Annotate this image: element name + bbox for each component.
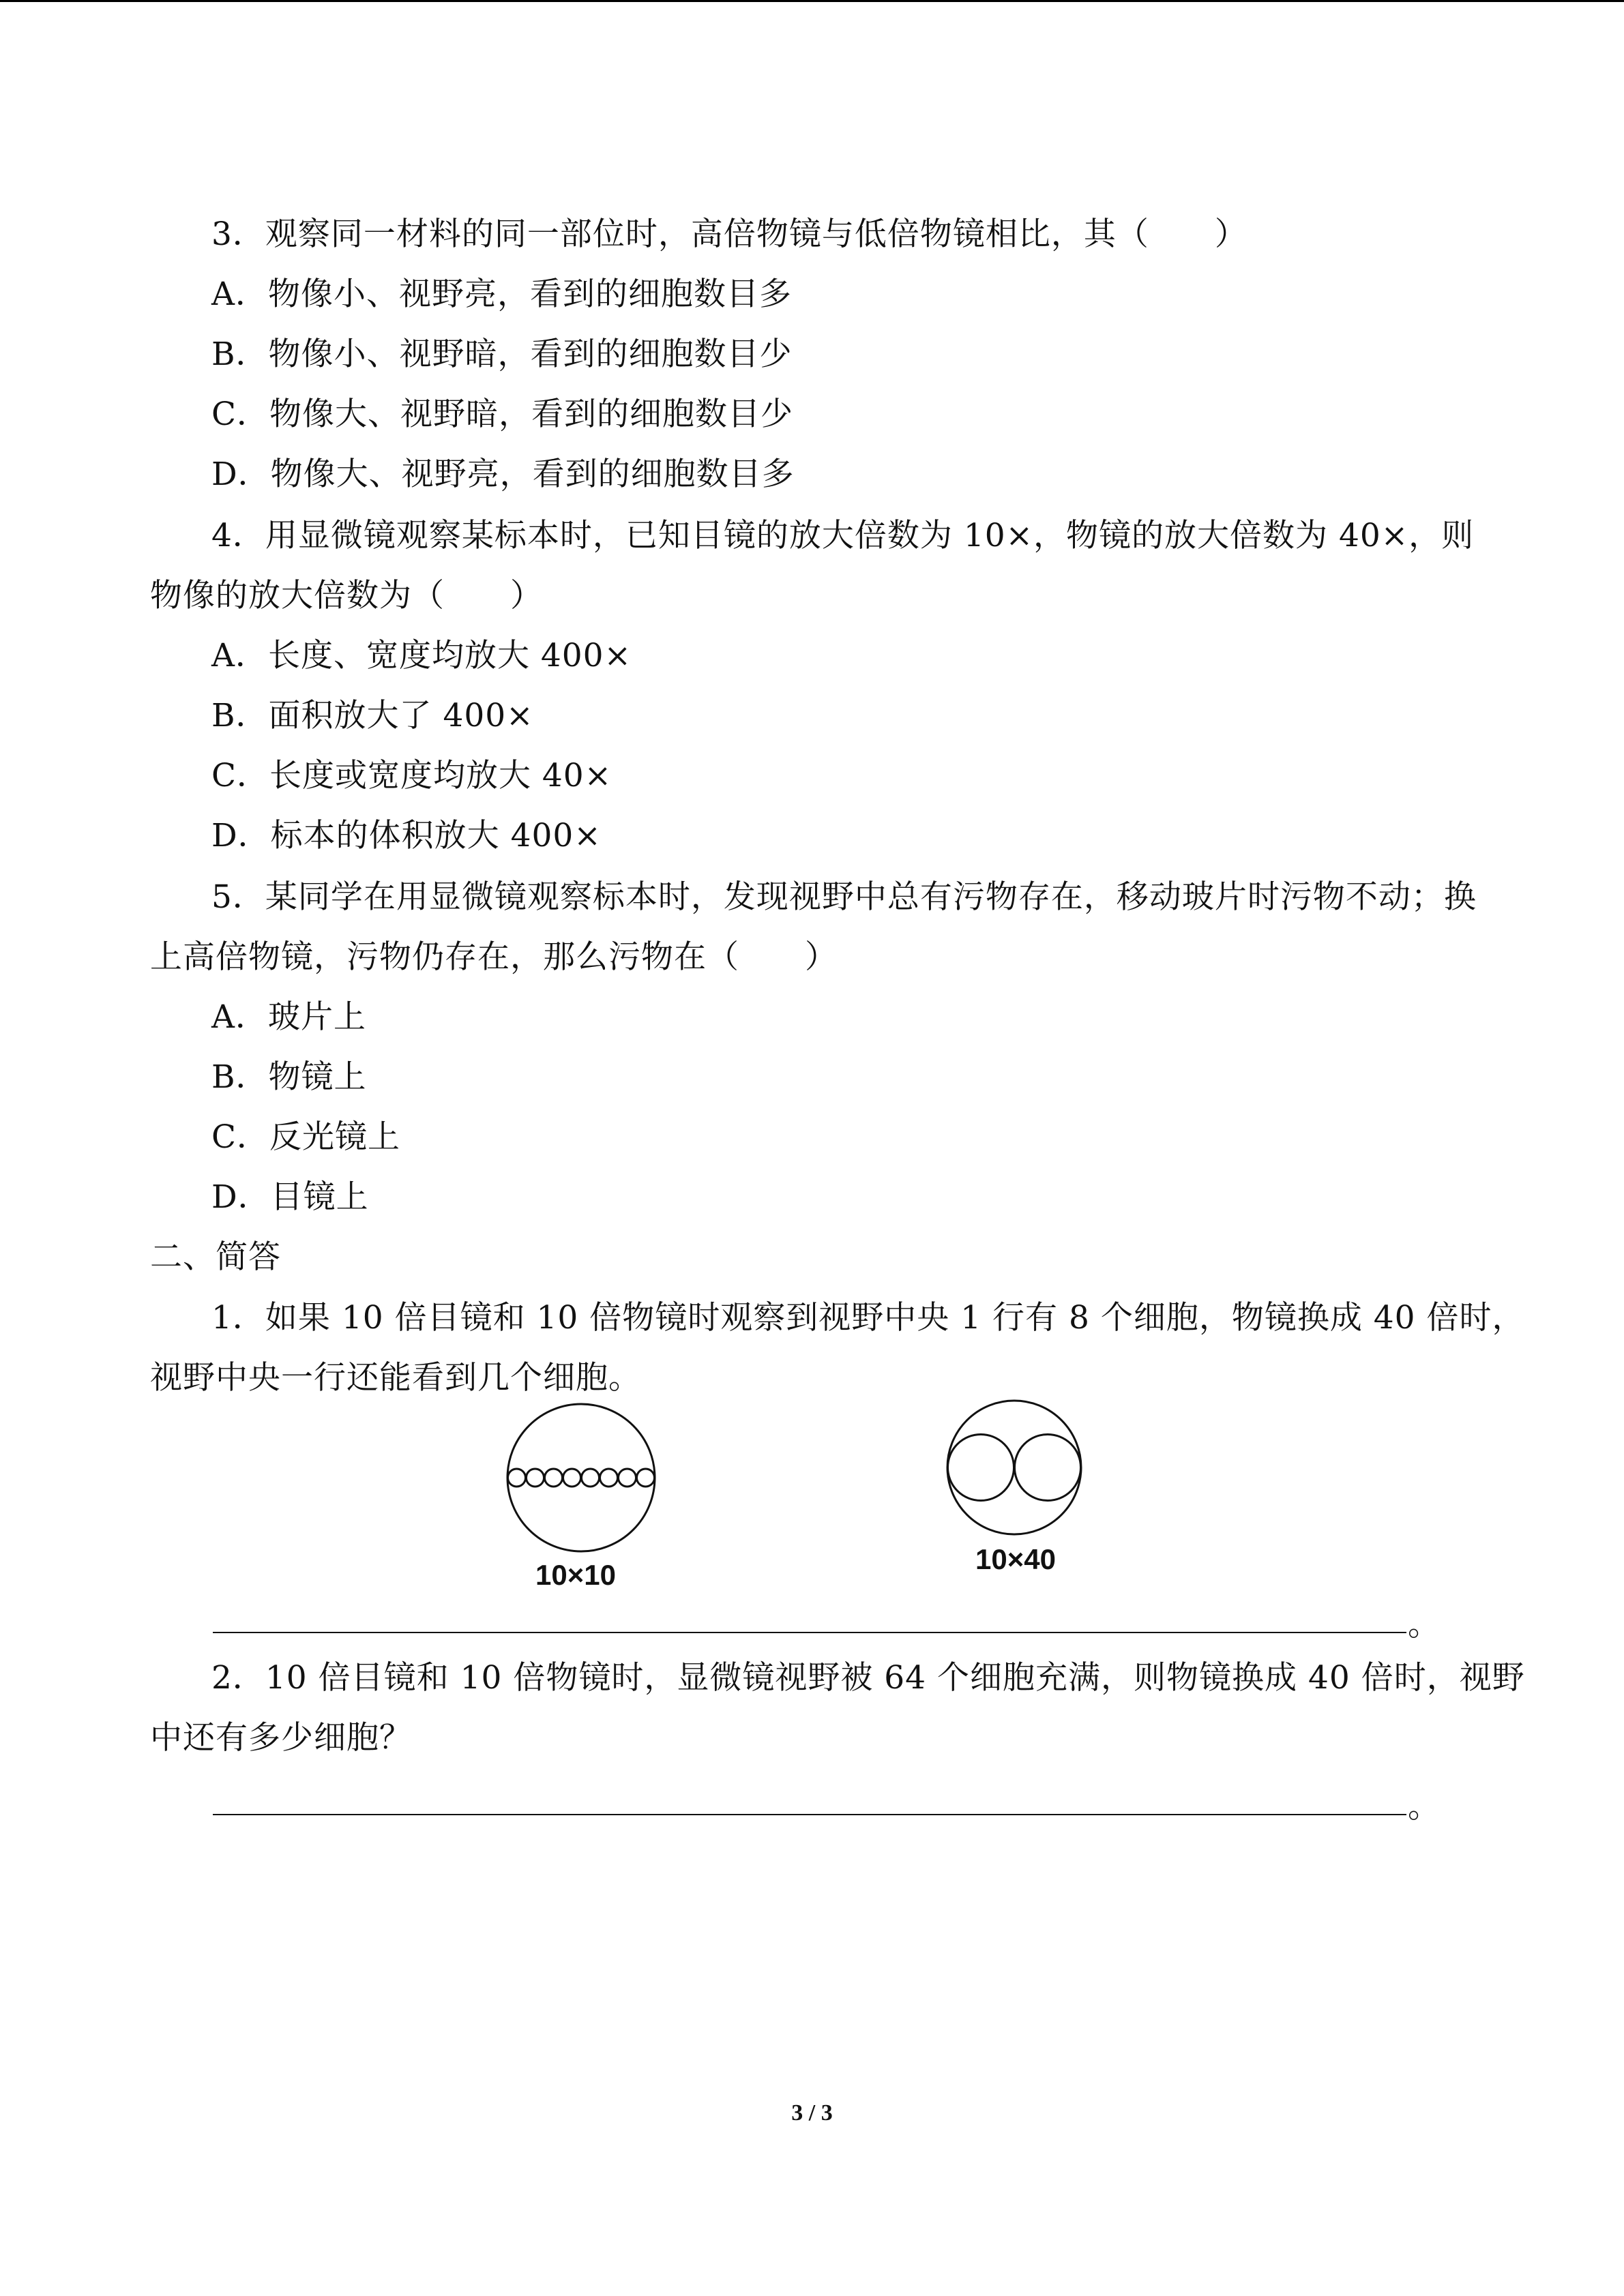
answer-line-2-end: 。 (1408, 1788, 1440, 1825)
question-3-option-a: A．物像小、视野亮，看到的细胞数目多 (211, 275, 792, 313)
question-4-option-d: D．标本的体积放大 400× (211, 817, 602, 854)
page-number: 3 / 3 (791, 2100, 833, 2126)
field-of-view-10x40 (945, 1398, 1084, 1538)
question-5-option-c: C．反光镜上 (211, 1118, 400, 1156)
field-of-view-10x10 (505, 1401, 658, 1555)
question-4-option-a: A．长度、宽度均放大 400× (211, 637, 632, 674)
question-4-stem-line2: 物像的放大倍数为（ ） (150, 577, 543, 614)
cell (508, 1469, 526, 1487)
short-answer-1-line1: 1．如果 10 倍目镜和 10 倍物镜时观察到视野中央 1 行有 8 个细胞，物镜换成 40 倍时， (211, 1299, 1525, 1337)
caption-10x10: 10×10 (535, 1559, 616, 1591)
cell (582, 1469, 600, 1487)
question-3-option-b: B．物像小、视野暗，看到的细胞数目少 (211, 336, 793, 373)
answer-line-1-end: 。 (1408, 1606, 1440, 1643)
question-5-option-b: B．物镜上 (211, 1058, 367, 1096)
answer-line-2[interactable] (213, 1814, 1406, 1815)
short-answer-2-line2: 中还有多少细胞？ (150, 1719, 412, 1757)
question-5-option-a: A．玻片上 (211, 998, 366, 1036)
question-3-stem: 3．观察同一材料的同一部位时，高倍物镜与低倍物镜相比，其（ ） (211, 215, 1247, 253)
question-4-option-b: B．面积放大了 400× (211, 697, 534, 734)
cell (600, 1469, 618, 1487)
question-5-stem-line1: 5．某同学在用显微镜观察标本时，发现视野中总有污物存在，移动玻片时污物不动；换 (211, 878, 1477, 916)
cell (637, 1469, 655, 1487)
cell (545, 1469, 563, 1487)
cell (948, 1435, 1014, 1501)
cell (1015, 1435, 1081, 1501)
cell (527, 1469, 544, 1487)
caption-10x40: 10×40 (975, 1543, 1056, 1575)
cell (619, 1469, 636, 1487)
section-title: 二、简答 (150, 1238, 281, 1276)
question-3-option-c: C．物像大、视野暗，看到的细胞数目少 (211, 396, 793, 433)
cell (563, 1469, 581, 1487)
question-3-option-d: D．物像大、视野亮，看到的细胞数目多 (211, 456, 795, 493)
short-answer-1-line2: 视野中央一行还能看到几个细胞。 (150, 1359, 641, 1397)
question-4-option-c: C．长度或宽度均放大 40× (211, 757, 612, 794)
answer-line-1[interactable] (213, 1632, 1406, 1633)
page-top-border (0, 0, 1624, 2)
question-5-stem-line2: 上高倍物镜，污物仍存在，那么污物在（ ） (150, 938, 838, 976)
question-4-stem-line1: 4．用显微镜观察某标本时，已知目镜的放大倍数为 10×，物镜的放大倍数为 40×，则 (211, 517, 1475, 554)
short-answer-2-line1: 2．10 倍目镜和 10 倍物镜时，显微镜视野被 64 个细胞充满，则物镜换成 40 倍时，视野 (211, 1659, 1525, 1697)
question-5-option-d: D．目镜上 (211, 1178, 369, 1216)
